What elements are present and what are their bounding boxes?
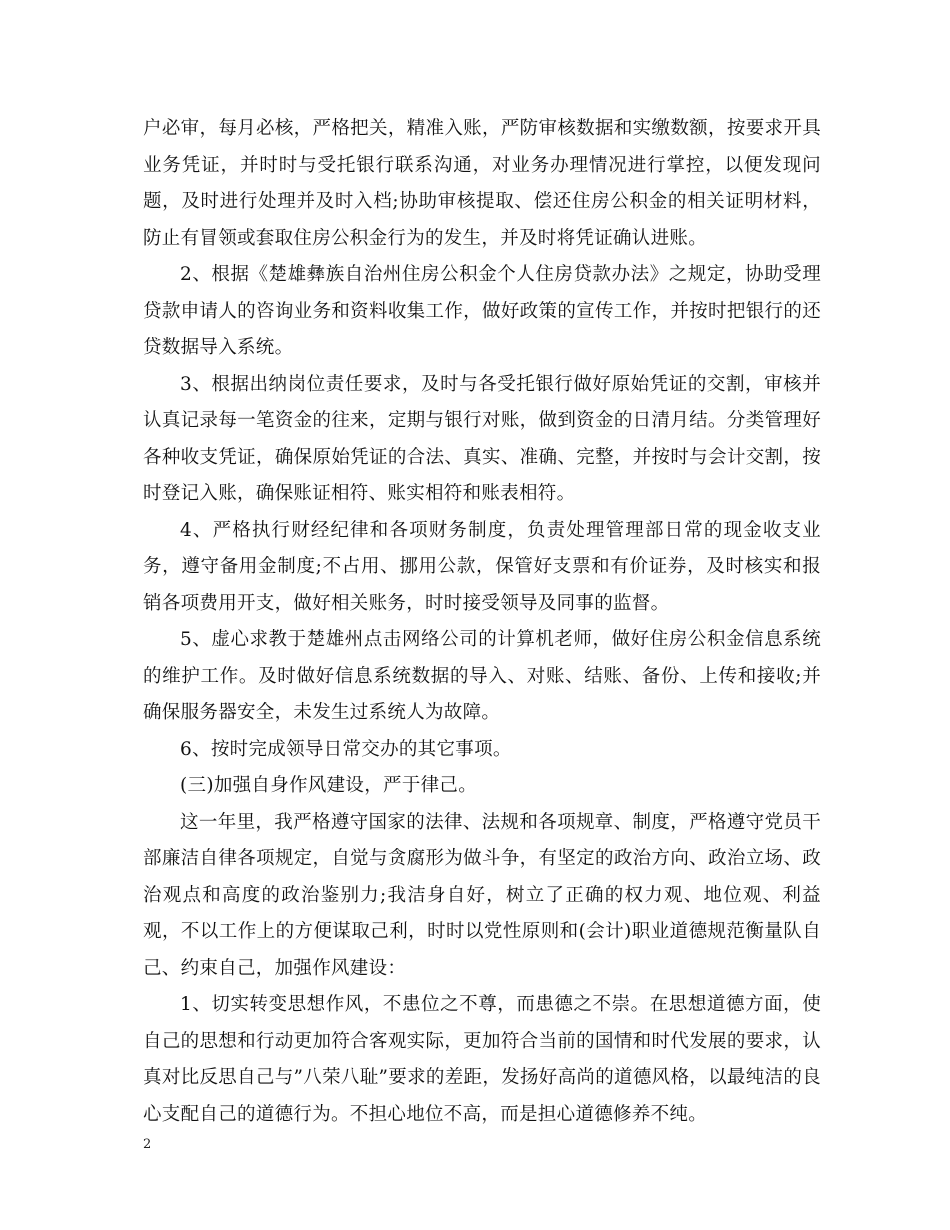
paragraph-1: 户必审，每月必核，严格把关，精准入账，严防审核数据和实缴数额，按要求开具业务凭证，并时时与受托银行联系沟通，对业务办理情况进行掌控，以便发现问题，及时进行处理并及时入档;协助审核提取、偿还住房公积金的相关证明材料，防止有冒领或套取住房公积金行为的发生，并及时将凭证确认进账。 — [143, 118, 821, 249]
paragraph-5: 5、虚心求教于楚雄州点击网络公司的计算机老师，做好住房公积金信息系统的维护工作。及时做好信息系统数据的导入、对账、结账、备份、上传和接收;并确保服务器安全，未发生过系统人为故障。 — [143, 629, 821, 723]
paragraph-4: 4、严格执行财经纪律和各项财务制度，负责处理管理部日常的现金收支业务，遵守备用金制度;不占用、挪用公款，保管好支票和有价证券，及时核实和报销各项费用开支，做好相关账务，时时接受领导及同事的监督。 — [143, 519, 821, 614]
page-number: 2 — [143, 1137, 152, 1152]
paragraph-3: 3、根据出纳岗位责任要求，及时与各受托银行做好原始凭证的交割，审核并认真记录每一笔资金的往来，定期与银行对账，做到资金的日清月结。分类管理好各种收支凭证，确保原始凭证的合法、真实、准确、完整，并按时与会计交割，按时登记入账，确保账证相符、账实相符和账表相符。 — [143, 373, 821, 504]
paragraph-6: 6、按时完成领导日常交办的其它事项。 — [180, 738, 512, 760]
section-heading: (三)加强自身作风建设，严于律己。 — [180, 775, 478, 796]
document-body — [143, 111, 821, 1133]
paragraph-8: 1、切实转变思想作风，不患位之不尊，而患德之不崇。在思想道德方面，使自己的思想和行动更加符合客观实际，更加符合当前的国情和时代发展的要求，认真对比反思自己与”八荣八耻”要求的差距，发扬好高尚的道德风格，以最纯洁的良心支配自己的道德行为。不担心地位不高，而是担心道德修养不纯。 — [143, 994, 821, 1125]
paragraph-2: 2、根据《楚雄彝族自治州住房公积金个人住房贷款办法》之规定，协助受理贷款申请人的咨询业务和资料收集工作，做好政策的宣传工作，并按时把银行的还贷数据导入系统。 — [143, 264, 821, 358]
paragraph-7: 这一年里，我严格遵守国家的法律、法规和各项规章、制度，严格遵守党员干部廉洁自律各项规定，自觉与贪腐形为做斗争，有坚定的政治方向、政治立场、政治观点和高度的政治鉴别力;我洁身自好，树立了正确的权力观、地位观、利益观，不以工作上的方便谋取己利，时时以党性原则和(会计)职业道德规范衡量队自己、约束自己，加强作风建设： — [143, 811, 821, 979]
